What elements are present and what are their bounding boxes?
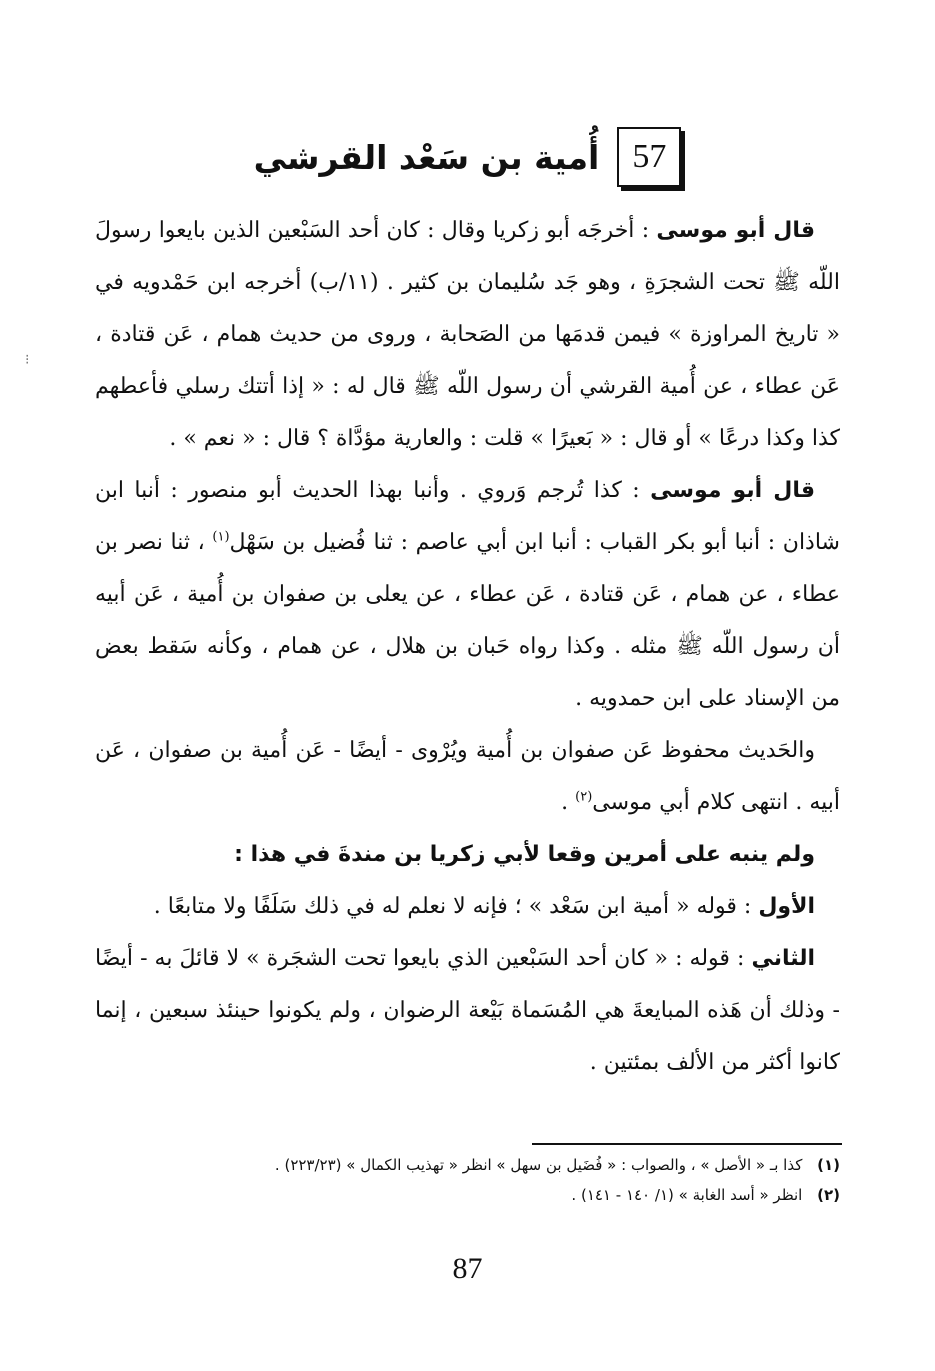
paragraph-4 [95,829,840,881]
footnote-divider [532,1143,842,1145]
footnote-text: انظر « أسد الغابة » (١/ ١٤٠ - ١٤١) . [571,1186,803,1204]
paragraph-text: : كذا تُرجم وَروي . وأنبا بهذا الحديث أبو منصور : أنبا ابن شاذان : أنبا أبو بكر القباب : أنبا ابن أبي عاصم : ثنا فُضيل بن سَهْل [95,478,840,555]
paragraph-text: والحَديث محفوظ عَن صفوان بن أُمية ويُرْوى - أيضًا - عَن أُمية بن صفوان ، عَن أبيه . انتهى كلام أبي موسى [95,738,840,815]
footnotes [95,1150,840,1210]
footnote-number: (٢) [817,1186,840,1204]
paragraph-3 [95,725,840,829]
paragraph-text: . [561,790,569,815]
paragraph-5 [95,881,840,933]
paragraph-text: : قوله « أمية ابن سَعْد » ؛ فإنه لا نعلم له في ذلك سَلَفًا ولا متابعًا . [153,894,752,919]
paragraph-lead: الثاني [751,946,815,971]
footnote-2 [95,1180,840,1210]
body-text [95,205,840,1089]
page-number: 87 [452,1252,483,1285]
footnote-text: كذا بـ « الأصل » ، والصواب : « فُضَيل بن سهل » انظر « تهذيب الكمال » (٢٢٣/٢٣) . [274,1156,803,1174]
paragraph-6 [95,933,840,1089]
paragraph-text: : قوله : « كان أحد السَبْعين الذي بايعوا تحت الشجَرة » لا قائلَ به - أيضًا - وذلك أن هَذه المبايعةَ هي المُسَماة بَيْعة الرضوان ، ولم يكونوا حينئذ سبعين ، إنما كانوا أكثر من الألف بمئتين . [95,946,840,1075]
entry-heading [0,122,935,192]
footnote-ref: (٢) [575,789,593,805]
margin-mark: ⁝ [25,352,30,368]
paragraph-lead: الأول [758,894,815,919]
footnote-ref: (١) [212,529,230,545]
paragraph-lead: قال أبو موسى [656,218,815,243]
entry-number-box: 57 [617,127,681,187]
paragraph-2 [95,465,840,725]
paragraph-text: : أخرجَه أبو زكريا وقال : كان أحد السَبْعين الذين بايعوا رسولَ اللّه ﷺ تحت الشجرَةِ ، وهو جَد سُليمان بن كثير . (١١/ب) أخرجه ابن حَمْدويه في « تاريخ المراوزة » فيمن قدمَها من الصَحابة ، وروى من حديث همام ، عَن قتادة ، عَن عطاء ، عن أُمية القرشي أن رسول اللّه ﷺ قال له : « إذا أتتك رسلي فأعطهم كذا وكذا درعًا » أو قال : « بَعيرًا » قلت : والعارية مؤدَّاة ؟ قال : « نعم » . [95,218,840,451]
entry-title: أُمية بن سَعْد القرشي [253,137,600,177]
footnote-number: (١) [817,1156,840,1174]
paragraph-text: ولم ينبه على أمرين وقعا لأبي زكريا بن مندةَ في هذا : [234,842,815,867]
footnote-1 [95,1150,840,1180]
paragraph-1 [95,205,840,465]
paragraph-text: ، ثنا نصر بن عطاء ، عن همام ، عَن قتادة ، عَن عطاء ، عن يعلى بن صفوان بن أُمية ، عَن أبيه أن رسول اللّه ﷺ مثله . وكذا رواه حَبان بن هلال ، عن همام ، وكأنه سَقط بعض من الإسناد على ابن حمدويه . [95,530,840,711]
paragraph-lead: قال أبو موسى [650,478,815,503]
